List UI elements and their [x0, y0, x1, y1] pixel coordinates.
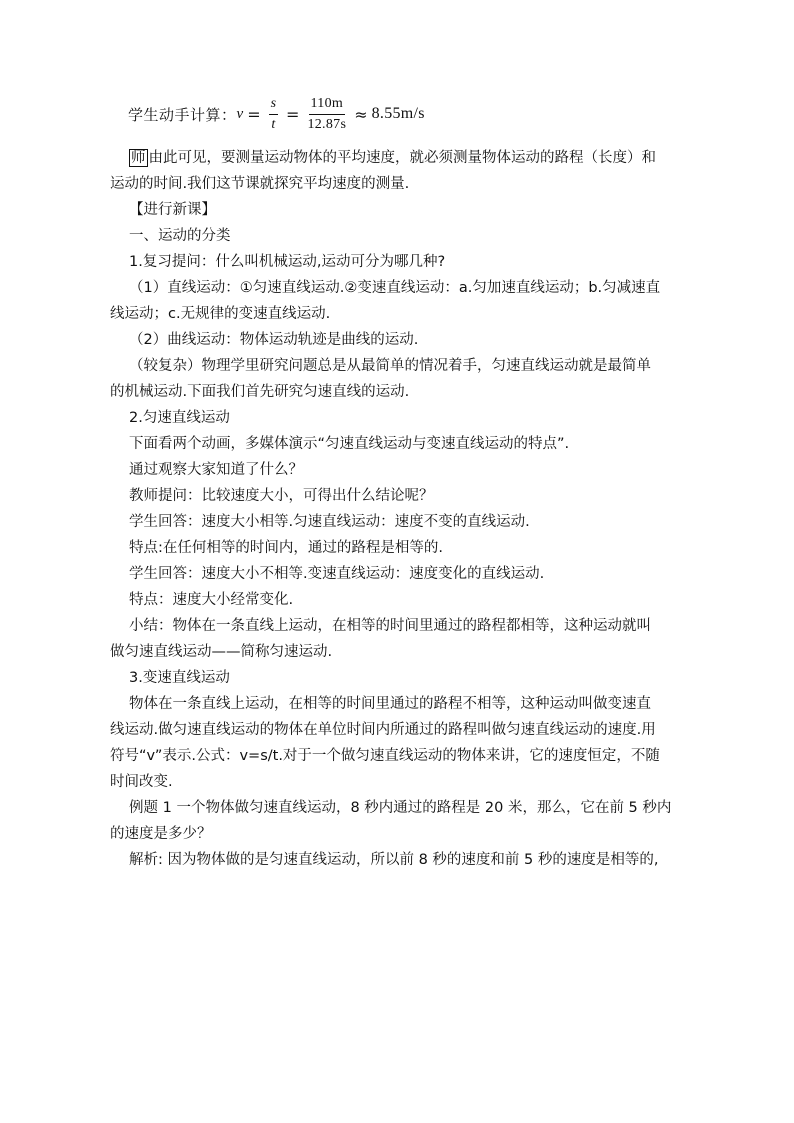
paragraph-line: [110, 665, 700, 691]
paragraph-line: [110, 691, 700, 717]
paragraph-line: [110, 483, 700, 509]
paragraph: [110, 587, 700, 613]
line-text: 一、运动的分类: [129, 228, 231, 244]
paragraph-line: [110, 223, 700, 249]
line-text: 【进行新课】: [129, 202, 216, 218]
paragraph-line: [110, 353, 700, 379]
paragraph-line: [110, 197, 700, 223]
paragraph-line: [110, 561, 700, 587]
paragraph-line: [110, 795, 700, 821]
line-text: 的机械运动.下面我们首先研究匀速直线的运动.: [110, 384, 410, 400]
paragraph-line: [110, 249, 700, 275]
line-text: （1）直线运动：①匀速直线运动.②变速直线运动：a.匀加速直线运动；b.匀减速直: [129, 280, 661, 296]
paragraph-line: [110, 535, 700, 561]
fraction-numerator-s: s: [269, 97, 278, 115]
paragraph: [110, 613, 700, 665]
line-text: 例题 1 一个物体做匀速直线运动，8 秒内通过的路程是 20 米，那么，它在前 5 秒内: [129, 800, 672, 816]
line-text: 3.变速直线运动: [129, 670, 230, 686]
paragraph-line: [110, 613, 700, 639]
formula-fraction-numeric: [307, 97, 346, 132]
paragraph-line: [110, 431, 700, 457]
line-text: 时间改变.: [110, 774, 173, 790]
line-text: 学生回答：速度大小相等.匀速直线运动：速度不变的直线运动.: [129, 514, 530, 530]
paragraph-line: [110, 405, 700, 431]
body-text: [110, 145, 700, 873]
line-text: 的速度是多少？: [110, 826, 212, 842]
fraction-denominator-t: t: [271, 116, 276, 132]
paragraph-line: [110, 587, 700, 613]
paragraph: [110, 561, 700, 587]
line-text: （较复杂）物理学里研究问题总是从最简单的情况着手，匀速直线运动就是最简单: [129, 358, 651, 374]
paragraph: [110, 665, 700, 691]
line-text: 线运动；c.无规律的变速直线运动.: [110, 306, 331, 322]
paragraph: [110, 509, 700, 535]
line-text: 小结：物体在一条直线上运动，在相等的时间里通过的路程都相等，这种运动就叫: [129, 618, 651, 634]
line-text: 做匀速直线运动——简称匀速运动.: [110, 644, 333, 660]
paragraph: [110, 275, 700, 327]
paragraph: [110, 405, 700, 431]
line-text: （2）曲线运动：物体运动轨迹是曲线的运动.: [129, 332, 419, 348]
paragraph: [110, 197, 700, 223]
paragraph-line: [110, 171, 700, 197]
paragraph: [110, 795, 700, 847]
paragraph-line: [110, 301, 700, 327]
line-text: 1.复习提问：什么叫机械运动,运动可分为哪几种?: [129, 254, 446, 270]
paragraph-line: [110, 821, 700, 847]
formula-approx-sign: ≈: [354, 104, 368, 124]
line-text: 通过观察大家知道了什么？: [129, 462, 303, 478]
formula-label: 学生动手计算：: [128, 105, 237, 124]
paragraph: [110, 145, 700, 197]
speaker-box: 师: [131, 150, 146, 166]
line-text: 物体在一条直线上运动，在相等的时间里通过的路程不相等，这种运动叫做变速直: [129, 696, 651, 712]
paragraph: [110, 691, 700, 795]
paragraph: [110, 249, 700, 275]
paragraph: [110, 535, 700, 561]
paragraph-line: [110, 717, 700, 743]
line-text: 运动的时间.我们这节课就探究平均速度的测量.: [110, 176, 410, 192]
paragraph-line: [110, 743, 700, 769]
line-text: 解析: 因为物体做的是匀速直线运动，所以前 8 秒的速度和前 5 秒的速度是相等的,: [129, 852, 659, 868]
paragraph-line: [110, 327, 700, 353]
formula-equals-1: =: [247, 104, 261, 124]
formula-line: [128, 92, 425, 136]
paragraph: [110, 457, 700, 483]
formula-fraction-symbolic: [269, 97, 278, 132]
paragraph: [110, 327, 700, 353]
paragraph: [110, 223, 700, 249]
formula-result: 8.55m/s: [371, 105, 425, 122]
paragraph-line: [110, 847, 700, 873]
paragraph-line: [110, 509, 700, 535]
line-text: 下面看两个动画，多媒体演示“匀速直线运动与变速直线运动的特点”.: [129, 436, 570, 452]
paragraph-line: [110, 275, 700, 301]
line-text: 2.匀速直线运动: [129, 410, 230, 426]
paragraph-line: [110, 379, 700, 405]
paragraph: [110, 847, 700, 873]
formula-equals-2: =: [286, 104, 300, 124]
line-text: 符号“v”表示.公式：v=s/t.对于一个做匀速直线运动的物体来讲，它的速度恒定，不随: [110, 748, 660, 764]
line-text: 由此可见，要测量运动物体的平均速度，就必须测量物体运动的路程（长度）和: [148, 150, 656, 166]
formula-velocity-symbol: v: [236, 105, 244, 122]
paragraph-line: [110, 457, 700, 483]
line-text: 特点：速度大小经常变化.: [129, 592, 294, 608]
fraction-numerator-distance: 110m: [309, 97, 346, 115]
line-text: 特点:在任何相等的时间内，通过的路程是相等的.: [129, 540, 443, 556]
paragraph-line: [110, 639, 700, 665]
fraction-denominator-time: 12.87s: [307, 116, 347, 132]
paragraph: [110, 353, 700, 405]
paragraph-line: [110, 769, 700, 795]
paragraph: [110, 431, 700, 457]
paragraph: [110, 483, 700, 509]
line-text: 线运动.做匀速直线运动的物体在单位时间内所通过的路程叫做匀速直线运动的速度.用: [110, 722, 656, 738]
line-text: 学生回答：速度大小不相等.变速直线运动：速度变化的直线运动.: [129, 566, 545, 582]
line-text: 教师提问：比较速度大小，可得出什么结论呢？: [129, 488, 434, 504]
paragraph-line: [110, 145, 700, 171]
